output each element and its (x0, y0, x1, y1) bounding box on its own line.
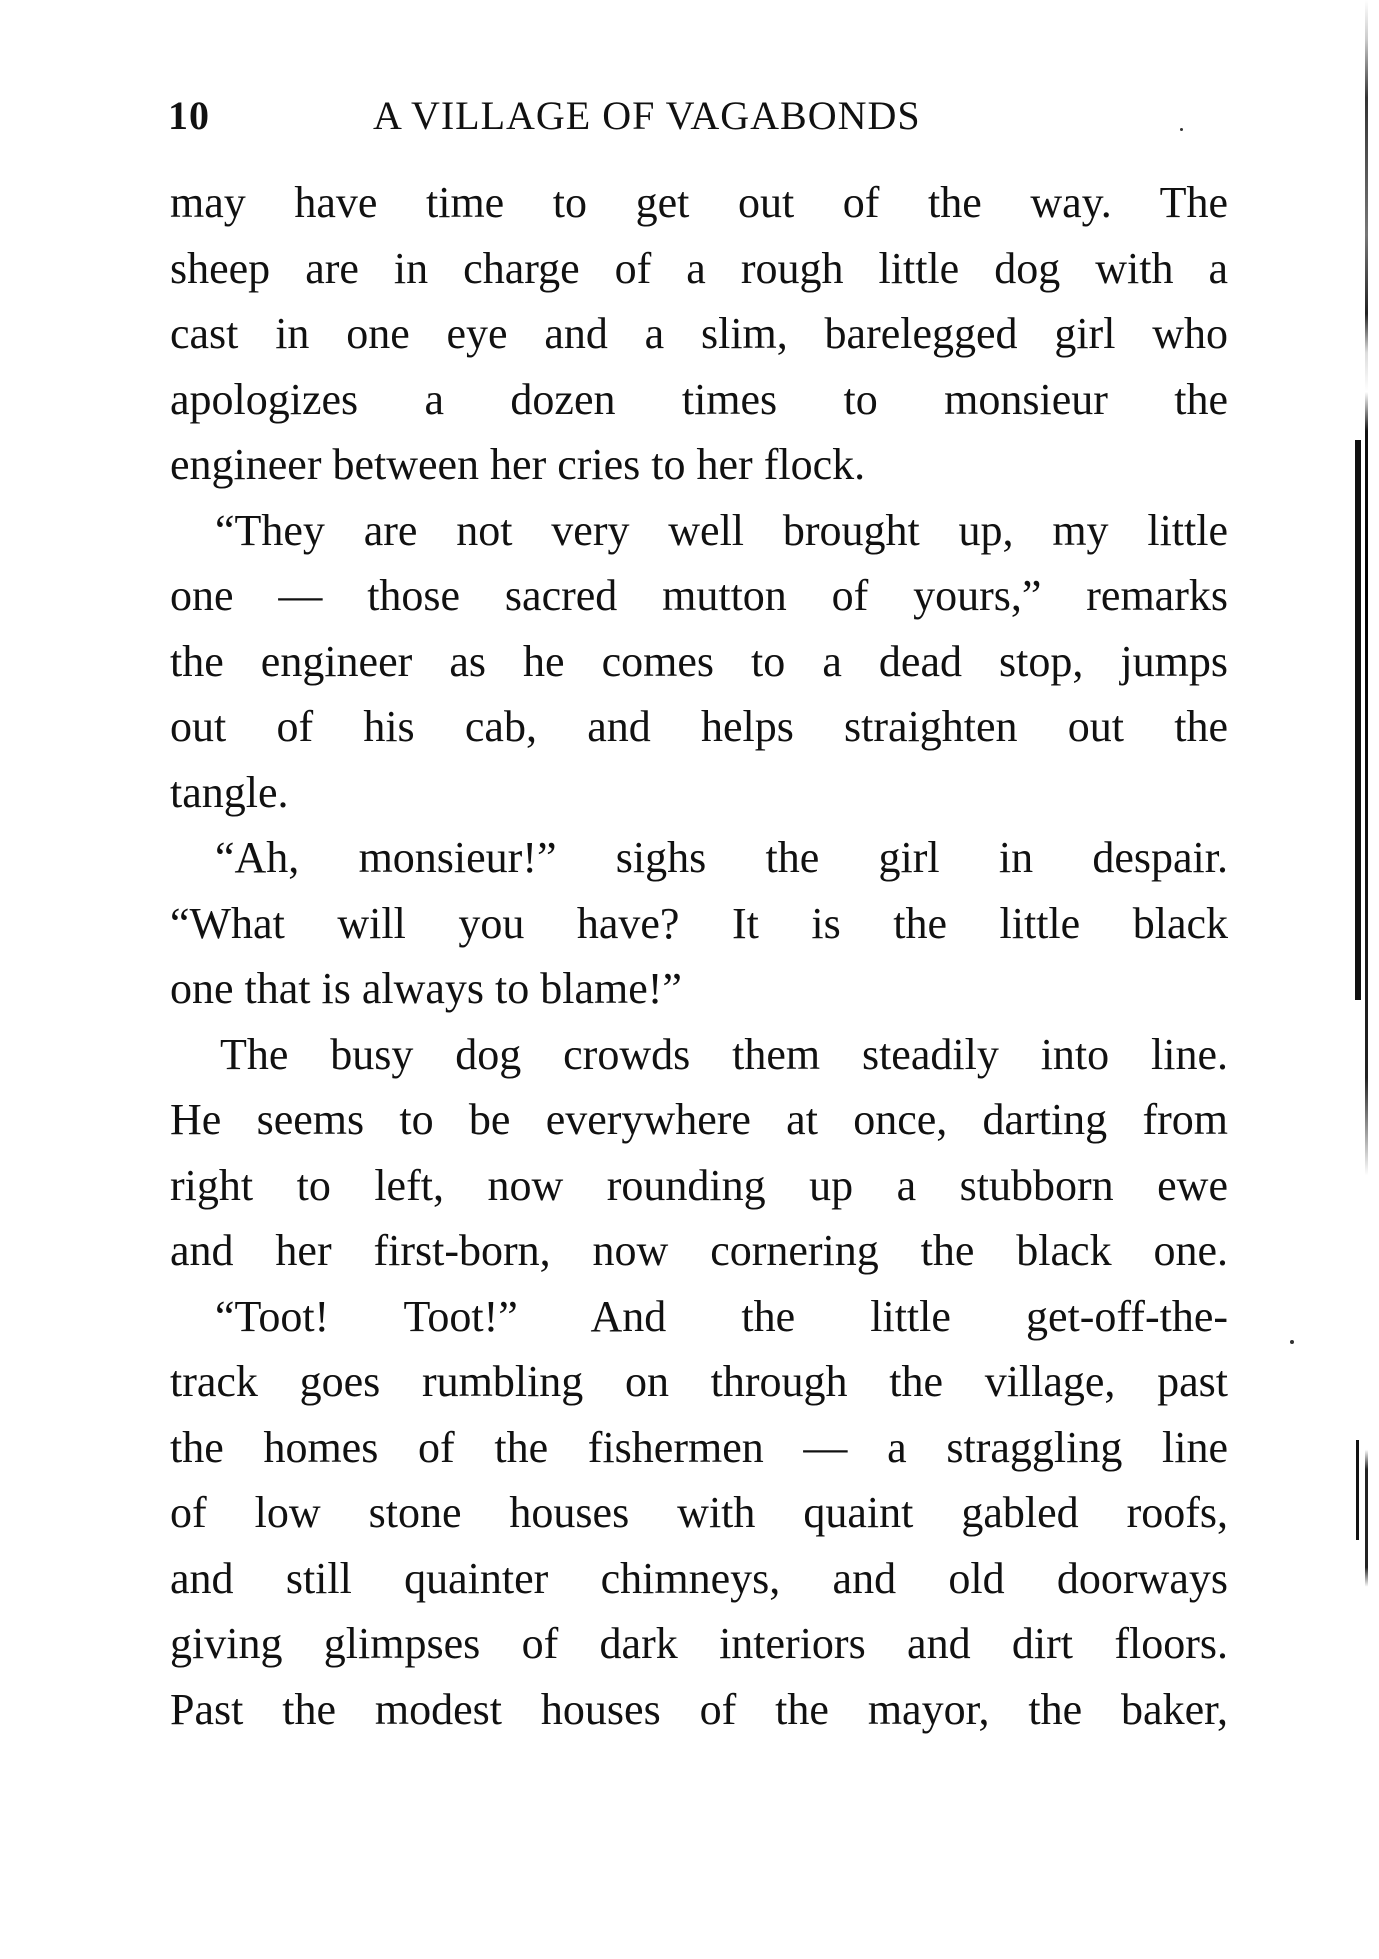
text-line: may have time to get out of the way. The (170, 178, 1228, 227)
text-line: “What will you have? It is the little black (170, 898, 1228, 948)
text-line: “Toot! Toot!” And the little get-off-the- (215, 1291, 1228, 1341)
page-number: 10 (168, 93, 210, 138)
text-line: one that is always to blame!” (170, 964, 682, 1013)
text-line: right to left, now rounding up a stubborn ewe (170, 1160, 1228, 1210)
running-head (168, 92, 1228, 142)
body-text (170, 170, 1228, 1742)
text-line: engineer between her cries to her flock. (170, 440, 866, 489)
text-line: and her first-born, now cornering the black one. (170, 1226, 1228, 1275)
text-line: Past the modest houses of the mayor, the baker, (170, 1684, 1228, 1734)
text-line: one — those sacred mutton of yours,” remarks (170, 571, 1228, 620)
text-line: tangle. (170, 767, 289, 817)
binding-shadow-mark (1356, 1440, 1359, 1540)
text-line: The busy dog crowds them steadily into line. (220, 1029, 1228, 1079)
text-line: and still quainter chimneys, and old doorways (170, 1553, 1228, 1603)
text-line: apologizes a dozen times to monsieur the (170, 374, 1228, 424)
page-binding-edge (1365, 0, 1368, 1959)
print-speck (1290, 1340, 1294, 1344)
text-line: track goes rumbling on through the village, past (170, 1357, 1228, 1406)
text-line: cast in one eye and a slim, barelegged girl who (170, 309, 1228, 358)
print-speck (1180, 128, 1183, 131)
text-line: of low stone houses with quaint gabled roofs, (170, 1488, 1228, 1537)
text-line: the engineer as he comes to a dead stop, jumps (170, 636, 1228, 686)
text-line: out of his cab, and helps straighten out the (170, 702, 1228, 751)
text-line: “They are not very well brought up, my little (215, 505, 1228, 555)
text-line: giving glimpses of dark interiors and dirt floors. (170, 1619, 1228, 1668)
running-title: A VILLAGE OF VAGABONDS (373, 93, 921, 138)
text-line: He seems to be everywhere at once, darting from (170, 1095, 1228, 1144)
binding-shadow-mark (1355, 440, 1361, 1000)
text-line: the homes of the fishermen — a straggling line (170, 1422, 1228, 1472)
text-line: “Ah, monsieur!” sighs the girl in despair. (215, 833, 1228, 882)
text-line: sheep are in charge of a rough little dog with a (170, 243, 1228, 293)
